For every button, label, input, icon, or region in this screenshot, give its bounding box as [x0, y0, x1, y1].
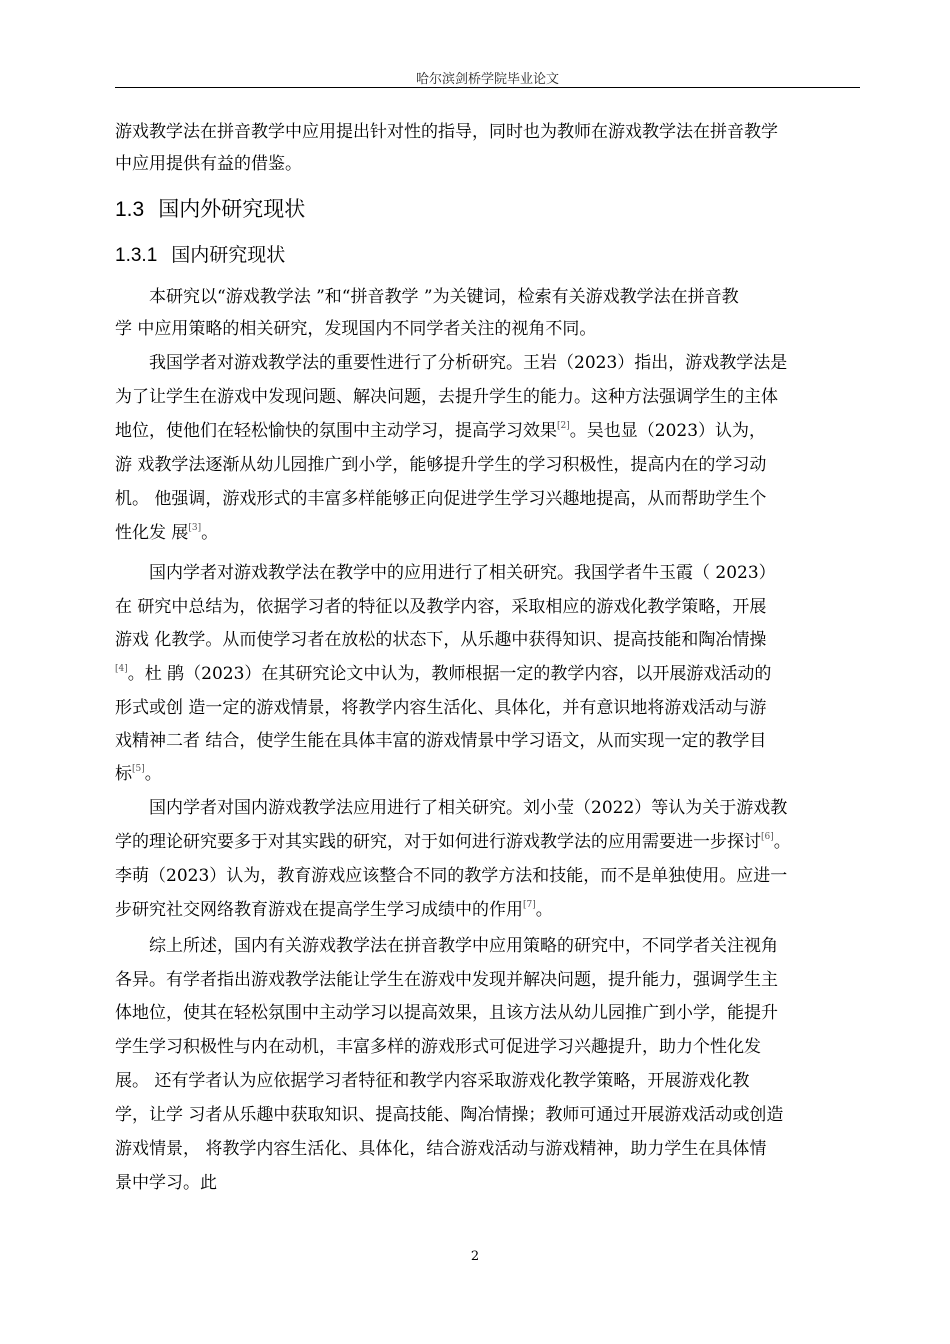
- body-text: 地位，使他们在轻松愉快的氛围中主动学习，提高学习效果: [115, 421, 557, 441]
- body-line: 游 戏教学法逐渐从幼儿园推广到小学，能够提升学生的学习积极性，提高内在的学习动: [115, 455, 767, 475]
- body-line: 中应用提供有益的借鉴。: [115, 154, 302, 174]
- body-line: 形式或创 造一定的游戏情景，将教学内容生活化、具体化，并有意识地将游戏活动与游: [115, 698, 767, 718]
- section-title: 国内外研究现状: [158, 197, 306, 221]
- body-line: 戏精神二者 结合，使学生能在具体丰富的游戏情景中学习语文，从而实现一定的教学目: [115, 731, 767, 751]
- subsection-number: 1.3.1: [115, 245, 158, 266]
- body-text: 步研究社交网络教育游戏在提高学生学习成绩中的作用: [115, 900, 523, 920]
- body-line: 李萌（2023）认为，教育游戏应该整合不同的教学方法和技能，而不是单独使用。应进一: [115, 866, 788, 886]
- body-text: 。: [144, 764, 162, 784]
- body-text: 。吴也显（2023）认为，: [569, 421, 767, 441]
- section-number: 1.3: [115, 198, 145, 221]
- section-heading-1-3: [115, 193, 305, 223]
- body-line: 我国学者对游戏教学法的重要性进行了分析研究。王岩（2023）指出，游戏教学法是: [149, 353, 788, 373]
- body-line: [115, 898, 553, 922]
- body-text: 学的理论研究要多于对其实践的研究，对于如何进行游戏教学法的应用需要进一步探讨: [115, 832, 761, 852]
- body-text: 标: [115, 764, 132, 784]
- body-text: 性化发 展: [115, 523, 189, 543]
- body-line: 国内学者对游戏教学法在教学中的应用进行了相关研究。我国学者牛玉霞（ 2023）: [149, 563, 776, 583]
- body-line: [115, 762, 162, 786]
- body-line: 游戏情景， 将教学内容生活化、具体化，结合游戏活动与游戏精神，助力学生在具体情: [115, 1139, 767, 1159]
- body-line: 景中学习。此: [115, 1173, 217, 1193]
- body-line: 在 研究中总结为，依据学习者的特征以及教学内容，采取相应的游戏化教学策略，开展: [115, 597, 767, 617]
- body-line: [115, 830, 791, 854]
- header-rule: [115, 87, 860, 88]
- body-text: 。: [201, 523, 219, 543]
- body-text: 。: [773, 832, 791, 852]
- body-line: 综上所述，国内有关游戏教学法在拼音教学中应用策略的研究中，不同学者关注视角: [149, 936, 778, 956]
- subsection-title: 国内研究现状: [171, 244, 286, 266]
- body-line: [115, 419, 766, 443]
- body-line: 机。 他强调，游戏形式的丰富多样能够正向促进学生学习兴趣地提高，从而帮助学生个: [115, 489, 767, 509]
- body-line: 游戏教学法在拼音教学中应用提出针对性的指导，同时也为教师在游戏教学法在拼音教学: [115, 122, 778, 142]
- citation-ref: [4]: [115, 664, 128, 674]
- body-line: 学，让学 习者从乐趣中获取知识、提高技能、陶冶情操；教师可通过开展游戏活动或创造: [115, 1105, 784, 1125]
- page-header: 哈尔滨剑桥学院毕业论文: [415, 72, 559, 87]
- body-line: 游戏 化教学。从而使学习者在放松的状态下，从乐趣中获得知识、提高技能和陶冶情操: [115, 630, 767, 650]
- citation-ref: [3]: [188, 523, 202, 533]
- citation-ref: [5]: [132, 764, 145, 774]
- body-line: 各异。有学者指出游戏教学法能让学生在游戏中发现并解决问题，提升能力，强调学生主: [115, 970, 778, 990]
- body-line: 学 中应用策略的相关研究，发现国内不同学者关注的视角不同。: [115, 319, 597, 339]
- page-number: 2: [470, 1249, 480, 1264]
- body-line: 体地位，使其在轻松氛围中主动学习以提高效果，且该方法从幼儿园推广到小学，能提升: [115, 1003, 778, 1023]
- body-line: 学生学习积极性与内在动机，丰富多样的游戏形式可促进学习兴趣提升，助力个性化发: [115, 1037, 761, 1057]
- citation-ref: [2]: [557, 421, 570, 431]
- citation-ref: [6]: [761, 832, 774, 842]
- citation-ref: [7]: [523, 900, 536, 910]
- body-line: 国内学者对国内游戏教学法应用进行了相关研究。刘小莹（2022）等认为关于游戏教: [149, 798, 788, 818]
- body-line: 本研究以“游戏教学法 ”和“拼音教学 ”为关键词，检索有关游戏教学法在拼音教: [149, 287, 739, 307]
- body-line: [115, 662, 771, 686]
- body-text: 。: [535, 900, 553, 920]
- body-line: 展。 还有学者认为应依据学习者特征和教学内容采取游戏化教学策略，开展游戏化教: [115, 1071, 750, 1091]
- body-line: [115, 521, 218, 545]
- subsection-heading-1-3-1: [115, 240, 285, 267]
- body-line: 为了让学生在游戏中发现问题、解决问题，去提升学生的能力。这种方法强调学生的主体: [115, 387, 778, 407]
- body-text: 。杜 鹃（2023）在其研究论文中认为，教师根据一定的教学内容，以开展游戏活动的: [127, 664, 772, 684]
